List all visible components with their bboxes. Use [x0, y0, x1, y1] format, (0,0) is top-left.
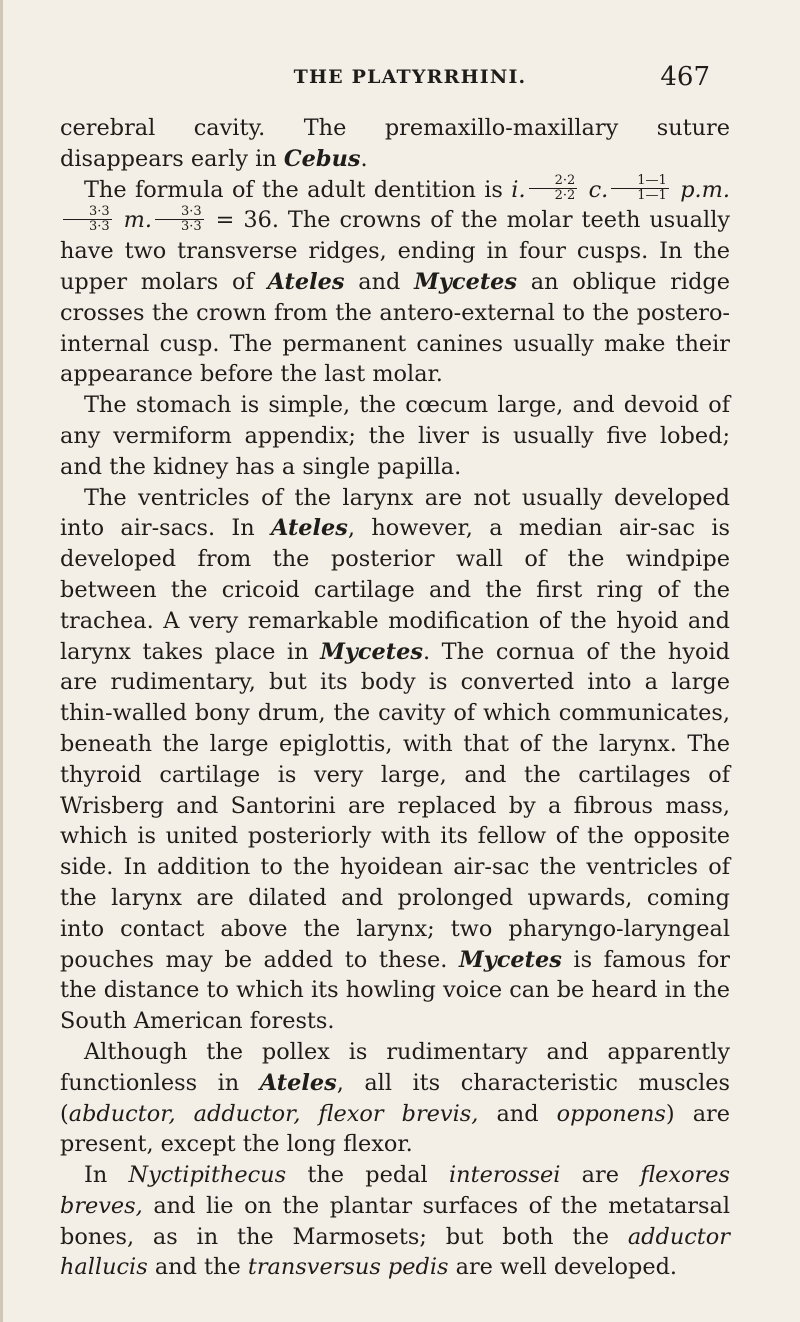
premolar-label: p.m.	[680, 176, 730, 203]
paragraph-stomach: The stomach is simple, the cœcum large, and devoid of any vermiform appendix; the liver is usually five lobed; and the kidney has a single papilla.	[60, 392, 730, 480]
canine-label: c.	[588, 176, 609, 203]
muscle-name: opponens	[556, 1100, 666, 1127]
paragraph-nyctipithecus: In Nyctipithecus the pedal interossei are flexores breves, and lie on the plantar surfaces of the metatarsal bones, as in the Marmosets; but both the adductor hallucis and the transversus pedis are well developed.	[60, 1162, 730, 1281]
genus-name: Ateles	[259, 1069, 337, 1096]
incisor-fraction: $\frac{2\cdot 2}{2\cdot 2}$	[529, 174, 578, 203]
incisor-label: i.	[511, 176, 526, 203]
canine-fraction: $\frac{1—1}{1—1}$	[611, 174, 669, 203]
genus-name: Ateles	[267, 268, 345, 295]
genus-name: Mycetes	[414, 268, 518, 295]
muscle-name: flexores breves,	[60, 1162, 730, 1219]
muscle-name: interossei	[448, 1162, 561, 1189]
paragraph-pollex: Although the pollex is rudimentary and apparently functionless in Ateles, all its characteristic muscles (abductor, adductor, flexor brevis, and opponens) are present, except the long flexor.	[60, 1038, 731, 1158]
page-header	[110, 62, 710, 96]
genus-name: Mycetes	[458, 946, 562, 973]
paragraph-dentition: The formula of the adult dentition is i. $\frac{2\cdot 2}{2\cdot 2}$ c. $\frac{1—1}{1—1}$ p.m. $\frac{3\cdot 3}{3\cdot 3}$ m. $\frac{3\cdot 3}{3\cdot 3}$ = 36. The crowns of the molar teeth usually have two transverse ridges, ending in four cusps. In the upper molars of Ateles and Mycetes an oblique ridge crosses the crown from the antero-external to the postero-internal cusp. The permanent canines usually make their appearance before the last molar.	[60, 173, 731, 388]
paragraph-cebus: cerebral cavity. The premaxillo-maxillary suture disappears early in Cebus.	[60, 115, 730, 172]
genus-name: Ateles	[270, 515, 348, 542]
molar-label: m.	[123, 207, 153, 234]
genus-name: Cebus	[283, 145, 361, 172]
molar-fraction: $\frac{3\cdot 3}{3\cdot 3}$	[155, 205, 204, 234]
premolar-fraction: $\frac{3\cdot 3}{3\cdot 3}$	[63, 205, 112, 234]
genus-name: Nyctipithecus	[128, 1162, 287, 1189]
genus-name: Mycetes	[320, 638, 423, 665]
running-head: THE PLATYRRHINI.	[293, 66, 527, 88]
body-text	[60, 113, 730, 1283]
muscle-name: adductor hallucis	[60, 1223, 730, 1281]
page-edge-shadow	[0, 0, 3, 1322]
muscle-name: transversus pedis	[247, 1254, 449, 1281]
page-number: 467	[660, 62, 710, 92]
muscle-names: abductor, adductor, flexor brevis,	[68, 1100, 479, 1127]
paragraph-larynx: The ventricles of the larynx are not usually developed into air-sacs. In Ateles, however, a median air-sac is developed from the posterior wall of the windpipe between the cricoid cartilage and the first ring of the trachea. A very remarkable modification of the hyoid and larynx takes place in Mycetes. The cornua of the hyoid are rudimentary, but its body is converted into a large thin-walled bony drum, the cavity of which communicates, beneath the large epiglottis, with that of the larynx. The thyroid cartilage is very large, and the cartilages of Wrisberg and Santorini are replaced by a fibrous mass, which is united posteriorly with its fellow of the opposite side. In addition to the hyoidean air-sac the ventricles of the larynx are dilated and prolonged upwards, coming into contact above the larynx; two pharyngo-laryngeal pouches may be added to these. Mycetes is famous for the distance to which its howling voice can be heard in the South American forests.	[60, 484, 731, 1035]
